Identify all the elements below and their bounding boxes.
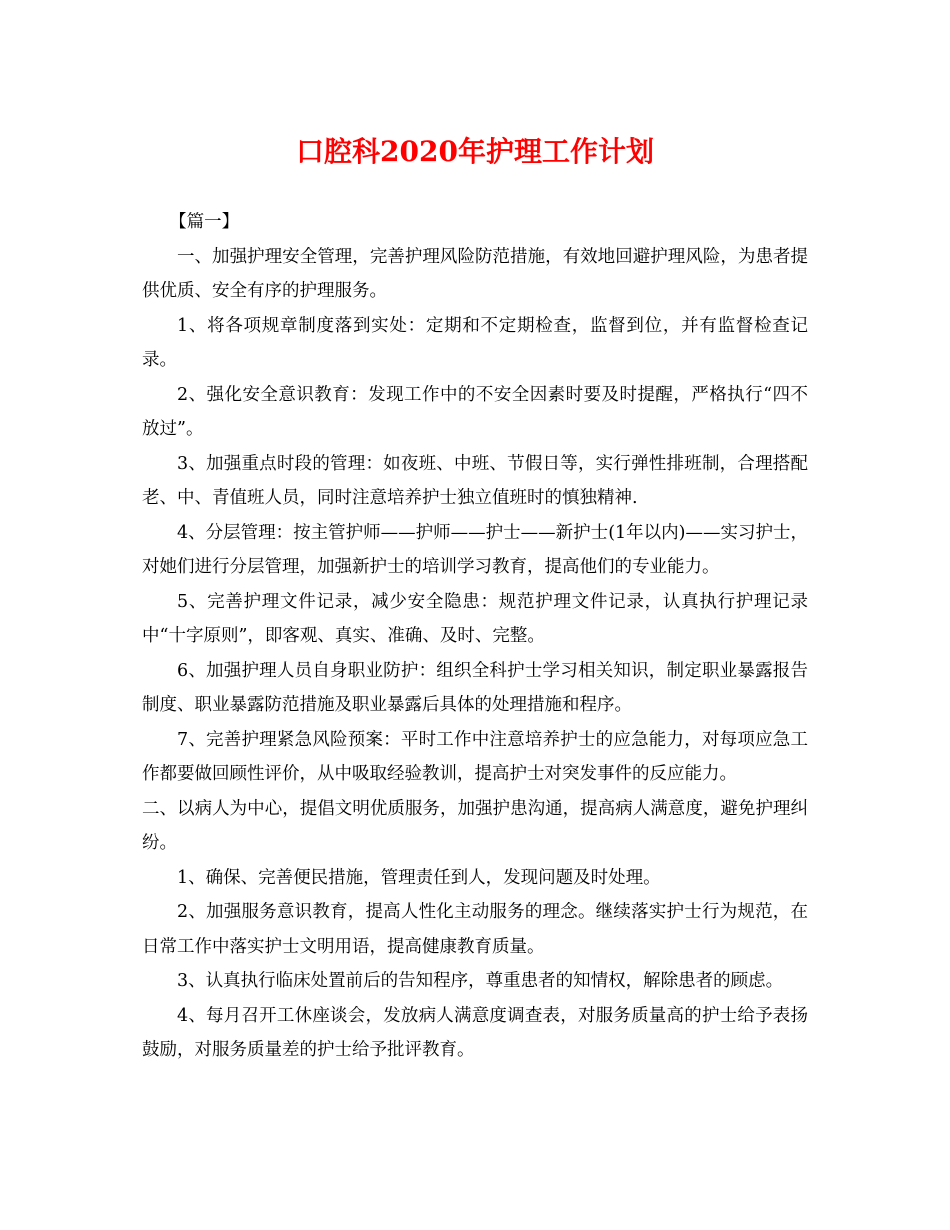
paragraph: 4、每月召开工休座谈会，发放病人满意度调查表，对服务质量高的护士给予表扬鼓励，对服务质量差的护士给予批评教育。 xyxy=(142,1005,808,1060)
paragraph: 1、将各项规章制度落到实处：定期和不定期检查，监督到位，并有监督检查记录。 xyxy=(142,315,808,370)
paragraph: 2、强化安全意识教育：发现工作中的不安全因素时要及时提醒，严格执行“四不放过”。 xyxy=(142,384,808,439)
paragraph: 2、加强服务意识教育，提高人性化主动服务的理念。继续落实护士行为规范，在日常工作中落实护士文明用语，提高健康教育质量。 xyxy=(142,902,808,957)
paragraph: 3、认真执行临床处置前后的告知程序，尊重患者的知情权，解除患者的顾虑。 xyxy=(177,971,784,991)
paragraph: 3、加强重点时段的管理：如夜班、中班、节假日等，实行弹性排班制，合理搭配老、中、青值班人员，同时注意培养护士独立值班时的慎独精神. xyxy=(142,453,808,508)
page-title: 口腔科2020年护理工作计划 xyxy=(296,135,654,168)
paragraph: 7、完善护理紧急风险预案：平时工作中注意培养护士的应急能力，对每项应急工作都要做回顾性评价，从中吸取经验教训，提高护士对突发事件的反应能力。 xyxy=(142,729,808,784)
paragraph: 5、完善护理文件记录，减少安全隐患：规范护理文件记录，认真执行护理记录中“十字原则”，即客观、真实、准确、及时、完整。 xyxy=(142,591,808,646)
paragraph: 6、加强护理人员自身职业防护：组织全科护士学习相关知识，制定职业暴露报告制度、职业暴露防范措施及职业暴露后具体的处理措施和程序。 xyxy=(142,660,808,715)
paragraph-heading: 二、以病人为中心，提倡文明优质服务，加强护患沟通，提高病人满意度，避免护理纠纷。 xyxy=(142,798,808,853)
paragraph: 1、确保、完善便民措施，管理责任到人，发现问题及时处理。 xyxy=(177,867,661,888)
paragraph: 一、加强护理安全管理，完善护理风险防范措施，有效地回避护理风险，为患者提供优质、安全有序的护理服务。 xyxy=(142,246,808,301)
section-label: 【篇一】 xyxy=(169,212,240,232)
paragraph: 4、分层管理：按主管护师——护师——护士——新护士(1年以内)——实习护士，对她们进行分层管理，加强新护士的培训学习教育，提高他们的专业能力。 xyxy=(142,522,808,577)
document-body xyxy=(142,205,808,1068)
